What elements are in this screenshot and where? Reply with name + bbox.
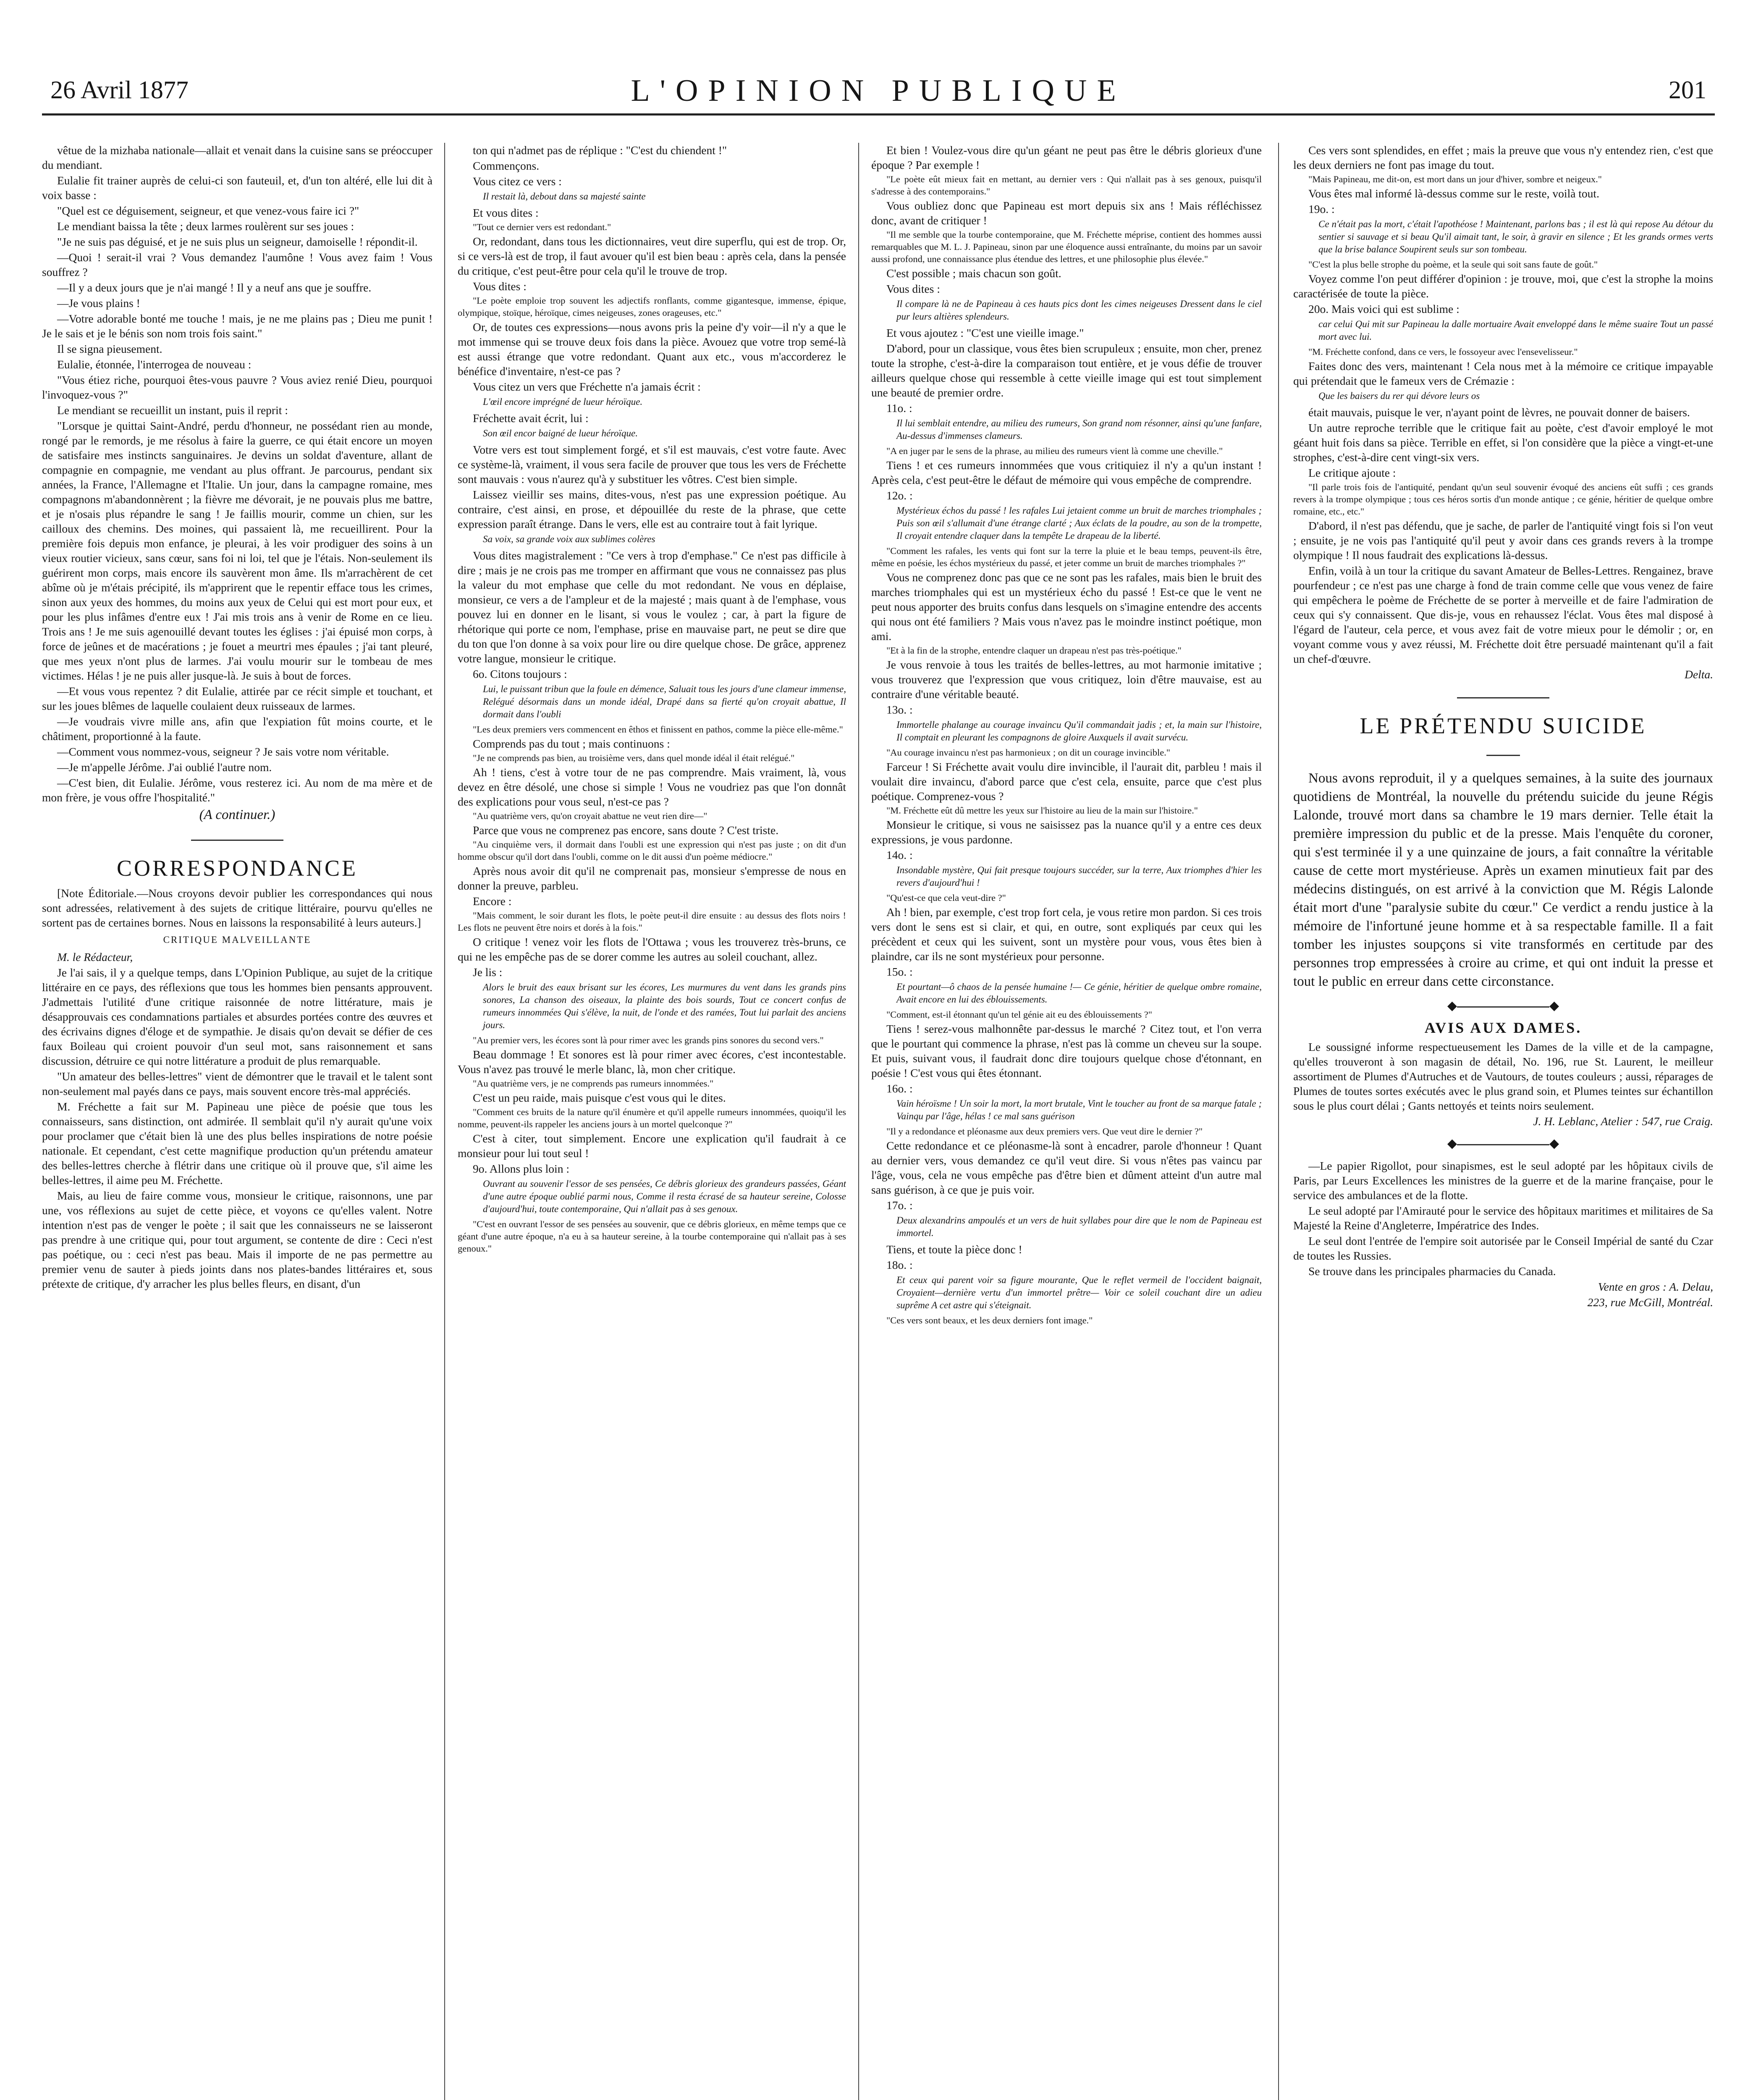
paragraph: "Lorsque je quittai Saint-André, perdu d'honneur, ne possédant rien au monde, rongé par le remords, je me résolus à faire la guerre, ce qui était encore un moyen de satisfaire mes instincts sanguinaires. Je devins un soldat d'aventure, allant de compagnie en compagnie, me vendant au plus offrant. Je parcourus, pendant six années, la France, l'Allemagne et l'Italie. Un jour, dans la campagne romaine, mes compagnons m'abandonnèrent ; la fièvre me dévorait, je ne pouvais plus me battre, et je n'osais plus répandre le sang ! Je faillis mourir, comme un chien, sur les cailloux des chemins. Des moines, qui passaient là, me recueillirent. Pour la première fois depuis mon enfance, je pleurai, à les voir prodiguer des soins à un vieux routier vicieux, sans cœur, sans foi ni loi, tel que je l'étais. Non-seulement ils guérirent mon corps, mais encore ils sauvèrent mon âme. Ils m'arrachèrent de cet abîme où je m'étais précipité, ils m'apprirent que le repentir efface tous les crimes, sinon aux yeux des hommes, du moins aux yeux de Celui qui est mort pour eux, et pour les plus infâmes d'entre eux ! J'ai mis trois ans à venir de Rome en ce lieu. Trois ans ! Je me suis agenouillé devant toutes les églises : j'ai épuisé mon corps, à force de jeûnes et de macérations ; je fouet a meurtri mes épaules ; j'ai tant pleuré, que mes yeux n'ont plus de larmes. J'ai voulu mourir sur le tombeau de mes victimes. Hélas ! je ne puis aller jusque-là. Je suis à bout de forces. [42, 419, 432, 682]
paragraph: C'est possible ; mais chacun son goût. [886, 267, 1061, 280]
section-divider [1293, 747, 1713, 761]
critic-quote: "Ces vers sont beaux, et les deux derniers font image." [886, 1315, 1093, 1326]
paragraph: Vous citez un vers que Fréchette n'a jamais écrit : [473, 380, 701, 393]
paragraph: D'abord, pour un classique, vous êtes bien scrupuleux ; ensuite, mon cher, prenez toute la strophe, c'est-à-dire la comparaison tout entière, et je vous défie de trouver ailleurs quelque chose qui ressemble à cette vieille image qui est tout simplement une beauté de premier ordre. [871, 342, 1262, 399]
critic-quote: "Au quatrième vers, je ne comprends pas rumeurs innommées." [473, 1078, 714, 1089]
paragraph: 6o. Citons toujours : [473, 667, 567, 680]
critic-quote: "C'est la plus belle strophe du poème, et la seule qui soit sans faute de goût." [1308, 259, 1598, 270]
paragraph: Or, redondant, dans tous les dictionnaires, veut dire superflu, qui est de trop. Or, si ce vers-là est de trop, il faut avouer qu'il est bien beau : après cela, dans la pensée du critique, c'est peut-être pour cela qu'il le trouve de trop. [458, 235, 846, 277]
critic-quote: "Je ne comprends pas bien, au troisième vers, dans quel monde idéal il était relégué." [473, 753, 795, 763]
paragraph: Mais, au lieu de faire comme vous, monsieur le critique, raisonnons, une par une, vos réflexions au sujet de cette pièce, et voyons ce qu'elles valent. Notre intention n'est pas de venger le poète ; il sait que les connaisseurs ne se laisseront pas prendre à une critique qui, pour tout argument, se contente de dire : Ceci n'est pas poétique, ou : ceci n'est pas beau. Mais il importe de ne pas permettre au premier venu de sauter à pieds joints dans nos plates-bandes littéraires et, sous prétexte de critique, d'y arracher les plus belles fleurs, en disant, d'un [42, 1189, 432, 1290]
masthead [42, 63, 1715, 116]
critic-quote: "Mais Papineau, me dit-on, est mort dans un jour d'hiver, sombre et neigeux." [1308, 174, 1602, 184]
verse-quote: Immortelle phalange au courage invaincu Qu'il commandait jadis ; et, la main sur l'histoire, Il comptait en pleurant les compagnons de gloire Auxquels il avait survécu. [896, 719, 1262, 743]
column-3 [871, 143, 1262, 2100]
paragraph: Ces vers sont splendides, en effet ; mais la preuve que vous n'y entendez rien, c'est que les deux derniers ne font pas image du tout. [1293, 144, 1713, 171]
paragraph: était mauvais, puisque le ver, n'ayant point de lèvres, ne pouvait donner de baisers. [1308, 406, 1690, 419]
verse-quote: Et ceux qui parent voir sa figure mourante, Que le reflet vermeil de l'occident baignait, Croyaient—dernière vertu d'un immortel prêtre— Voir ce soleil couchant dire un adieu suprême A cet astre qui s'éteignait. [896, 1275, 1262, 1310]
section-title-suicide: LE PRÉTENDU SUICIDE [1360, 713, 1647, 738]
verse-quote: Il restait là, debout dans sa majesté sainte [483, 191, 646, 202]
paragraph: "Vous étiez riche, pourquoi êtes-vous pauvre ? Vous aviez renié Dieu, pourquoi l'invoquez-vous ?" [42, 373, 432, 401]
paragraph: Encore : [473, 895, 512, 908]
critic-quote: "M. Fréchette confond, dans ce vers, le fossoyeur avec l'ensevelisseur." [1308, 346, 1578, 357]
section-title-correspondance: CORRESPONDANCE [116, 856, 358, 881]
verse-quote: Et pourtant—ô chaos de la pensée humaine !— Ce génie, héritier de quelque ombre romaine, Avait encore en lui des éblouissements. [896, 982, 1262, 1005]
signature: Delta. [1685, 668, 1713, 681]
paragraph: Farceur ! Si Fréchette avait voulu dire invincible, il l'aurait dit, parbleu ! mais il voulait dire invaincu, d'abord parce que c'est cela, ensuite, parce que c'est plus poétique. Comprenez-vous ? [871, 760, 1262, 803]
paragraph: 9o. Allons plus loin : [473, 1162, 569, 1175]
page-number: 201 [1669, 76, 1706, 104]
paragraph: —Il y a deux jours que je n'ai mangé ! Il y a neuf ans que je souffre. [57, 281, 372, 294]
verse-quote: Insondable mystère, Qui fait presque toujours succéder, sur la terre, Aux triomphes d'hier les revers d'aujourd'hui ! [896, 865, 1262, 888]
section-divider [42, 832, 432, 846]
critic-quote: "Au premier vers, les écores sont là pour rimer avec les grands pins sonores du second vers." [473, 1035, 824, 1045]
paragraph: Il se signa pieusement. [57, 342, 162, 355]
paragraph: 12o. : [886, 489, 913, 502]
critic-quote: "Il me semble que la tourbe contemporaine, que M. Fréchette méprise, contient des hommes aussi remarquables que M. L. J. Papineau, sinon par une éloquence aussi entraînante, du moins par un savoir aussi profond, une connaissance plus étendue des lettres, et une philosophie plus élevée." [871, 229, 1262, 264]
paragraph: Le mendiant baissa la tête ; deux larmes roulèrent sur ses joues : [57, 220, 354, 233]
paragraph: Après nous avoir dit qu'il ne comprenait pas, monsieur s'empresse de nous en donner la preuve, parbleu. [458, 864, 846, 892]
ad-paragraph: —Le papier Rigollot, pour sinapismes, est le seul adopté par les hôpitaux civils de Paris, par Leurs Excellences les ministres de la guerre et de la marine française, pour le service des ambulances et de la flotte. [1293, 1159, 1713, 1202]
salutation: M. le Rédacteur, [57, 950, 133, 963]
paragraph: Vous êtes mal informé là-dessus comme sur le reste, voilà tout. [1308, 187, 1599, 200]
verse-quote: Il compare là ne de Papineau à ces hauts pics dont les cimes neigeuses Dressent dans le ciel pur leurs altières splendeurs. [896, 299, 1262, 322]
paragraph: Vous dites magistralement : "Ce vers à trop d'emphase." Ce n'est pas difficile à dire ; mais je ne crois pas me tromper en affirmant que vous ne connaissez pas plus la valeur du mot emphase que celle du mot redondant. Ne vous en déplaise, monsieur, ce vers a de l'ampleur et de la majesté ; mais quant à de l'emphase, vous pouvez lui en donner en le lisant, si vous le voulez ; car, à part la figure de rhétorique qui porte ce nom, l'emphase, prise en mauvaise part, ne peut se dire que du ton que l'on donne à sa voix pour lire ou dire quelque chose. De grâce, apprenez votre langue, monsieur le critique. [458, 549, 846, 665]
paragraph: —Je m'appelle Jérôme. J'ai oublié l'autre nom. [57, 761, 272, 774]
paragraph: Commençons. [473, 159, 540, 172]
paragraph: Beau dommage ! Et sonores est là pour rimer avec écores, c'est incontestable. Vous n'avez pas trouvé le merle blanc, là, mon cher critique. [458, 1048, 846, 1076]
paragraph: C'est un peu raide, mais puisque c'est vous qui le dites. [473, 1091, 726, 1104]
column-rule [858, 143, 859, 2100]
paragraph: —Comment vous nommez-vous, seigneur ? Je sais votre nom véritable. [57, 745, 389, 758]
paragraph: Ah ! tiens, c'est à votre tour de ne pas comprendre. Mais vraiment, là, vous devez en être désolé, une chose si simple ! Vous ne voudriez pas que l'on donnât des explications pour vous seul, n'est-ce pas ? [458, 766, 846, 808]
paragraph: M. Fréchette a fait sur M. Papineau une pièce de poésie que tous les connaisseurs, sans distinction, ont admirée. Il semblait qu'il n'y aurait qu'une voix pour proclamer que c'était bien là une des plus belles inspirations de notre poésie nationale. Et cependant, c'est cette magnifique production qu'un prétendu amateur des belles-lettres cherche à flétrir dans une critique où il prouve que, s'il aime les belles-lettres, il aime peu M. Fréchette. [42, 1100, 432, 1186]
paragraph: Tiens ! serez-vous malhonnête par-dessus le marché ? Citez tout, et l'on verra que le pourtant qui commence la phrase, n'est pas là comme un cheveu sur la soupe. Et puis, suivant vous, il faudrait donc dire toujours quelque chose d'étonnant, en poésie ! C'est vous qui êtes étonnant. [871, 1022, 1262, 1079]
paragraph: 17o. : [886, 1199, 913, 1212]
newspaper-title: L'OPINION PUBLIQUE [631, 74, 1126, 108]
paragraph: Comprends pas du tout ; mais continuons : [473, 737, 670, 750]
paragraph: Vous citez ce vers : [473, 175, 562, 188]
critic-quote: "Comment les rafales, les vents qui font sur la terre la pluie et le beau temps, peuvent-ils être, même en poésie, les échos mystérieux du passé, et jeter comme un bruit de marches triomphales ?" [871, 546, 1262, 568]
paragraph: Vous oubliez donc que Papineau est mort depuis six ans ! Mais réfléchissez donc, avant de critiquer ! [871, 199, 1262, 227]
critic-quote: "Le poète emploie trop souvent les adjectifs ronflants, comme gigantesque, immense, épique, olympique, stoïque, héroïque, cimes neigeuses, zones orageuses, etc." [458, 295, 846, 318]
paragraph: "Un amateur des belles-lettres" vient de démontrer que le travail et le talent sont non-seulement mal payés dans ce pays, mais souvent encore très-mal appréciés. [42, 1070, 432, 1097]
verse-quote: Mystérieux échos du passé ! les rafales Lui jetaient comme un bruit de marches triomphales ; Puis son œil s'allumait d'une étrange clarté ; Aux éclats de la poudre, au son de la trompette, Il croyait entendre claquer dans la tempête Le drapeau de la liberté. [896, 505, 1262, 541]
column-rule [1278, 143, 1279, 2100]
paragraph: Vous ne comprenez donc pas que ce ne sont pas les rafales, mais bien le bruit des marches triomphales qui est un mystérieux écho du passé ! Est-ce que le vent ne peut nous apporter des bruits confus dans lesquels on s'imagine entendre des accents qui nous ont été familiers ? Mais vous n'avez pas le moindre instinct poétique, mon ami. [871, 571, 1262, 643]
critic-quote: "Il parle trois fois de l'antiquité, pendant qu'un seul souvenir évoqué des anciens eût suffi ; ces grands revers à la trompe olympique ; tous ces héros sortis d'un monde antique ; ce génie, héritier de quelque ombre romaine, etc., etc." [1293, 482, 1713, 517]
paragraph: ton qui n'admet pas de réplique : "C'est du chiendent !" [473, 144, 727, 157]
paragraph: Votre vers est tout simplement forgé, et s'il est mauvais, c'est votre faute. Avec ce système-là, vraiment, il vous sera facile de prouver que tous les vers de Fréchette sont mauvais : vous n'aurez qu'à y substituer les vôtres. C'est bien simple. [458, 443, 846, 486]
paragraph: Parce que vous ne comprenez pas encore, sans doute ? C'est triste. [473, 824, 779, 837]
paragraph: Tiens, et toute la pièce donc ! [886, 1243, 1022, 1256]
paragraph: Vous dites : [473, 280, 527, 293]
ad-address: 223, rue McGill, Montréal. [1587, 1296, 1713, 1309]
paragraph: 11o. : [886, 402, 912, 415]
to-be-continued: (A continuer.) [199, 807, 275, 822]
paragraph: 14o. : [886, 848, 913, 861]
paragraph: Le critique ajoute : [1308, 466, 1396, 479]
paragraph: —Je voudrais vivre mille ans, afin que l'expiation fût moins courte, et le châtiment, proportionné à la faute. [42, 715, 432, 743]
paragraph: 16o. : [886, 1082, 913, 1095]
paragraph: Faites donc des vers, maintenant ! Cela nous met à la mémoire ce critique impayable qui prétendait que le fameux vers de Crémazie : [1293, 360, 1713, 387]
paragraph: C'est à citer, tout simplement. Encore une explication qu'il faudrait à ce monsieur pour lui tout seul ! [458, 1132, 846, 1160]
critic-quote: "A en juger par le sens de la phrase, au milieu des rumeurs vient là comme une cheville." [886, 446, 1223, 456]
paragraph: Voyez comme l'on peut différer d'opinion : je trouve, moi, que c'est la strophe la moins caractérisée de toute la pièce. [1293, 272, 1713, 300]
critic-quote: "Mais comment, le soir durant les flots, le poète peut-il dire ensuite : au dessus des flots noirs ! Les flots ne peuvent être noirs et dorés à la fois." [458, 910, 846, 933]
verse-quote: Vain héroïsme ! Un soir la mort, la mort brutale, Vint le toucher au front de sa marque fatale ; Vainqu par l'âge, hélas ! ce mal sans guérison [896, 1098, 1262, 1121]
column-1 [42, 143, 432, 2100]
paragraph: 18o. : [886, 1258, 913, 1271]
ad-signature: J. H. Leblanc, Atelier : 547, rue Craig. [1533, 1115, 1713, 1128]
ad-paragraph: Le soussigné informe respectueusement les Dames de la ville et de la campagne, qu'elles trouveront à son magasin de détail, No. 196, rue St. Laurent, le meilleur assortiment de Plumes d'Autruches et de Vautours, de toutes couleurs ; aussi, réparages de Plumes de toutes sortes exécutés avec le plus grand soin, et Plumes teintes sur échantillon sous le plus court délai ; Gants nettoyés et teints noirs seulement. [1293, 1040, 1713, 1112]
paragraph: Enfin, voilà à un tour la critique du savant Amateur de Belles-Lettres. Rengainez, brave pourfendeur ; ce n'est pas une charge à fond de train comme celle que vous venez de faire qui empêchera le poème de Fréchette de se porter à merveille et de faire l'admiration de ceux qui s'y connaissent. Que dis-je, vous en rehaussez l'éclat. Vous êtes mal disposé à l'égard de l'auteur, cela perce, et vous avez fait de votre mieux pour le démolir ; or, en voyant comme vous y avez réussi, M. Fréchette doit être persuadé maintenant qu'il a fait un chef-d'œuvre. [1293, 564, 1713, 665]
paragraph: Ah ! bien, par exemple, c'est trop fort cela, je vous retire mon pardon. Si ces trois vers dont le sens est si clair, et qui, en outre, sont expliqués par ceux qui les précèdent et ceux qui les suivent, sont un mystère pour vous, vous êtes bien à plaindre, car ils ne sont mystérieux pour personne. [871, 906, 1262, 963]
critic-quote: "Au cinquième vers, il dormait dans l'oubli est une expression qui n'est pas juste ; on dit d'un homme obscur qu'il dort dans l'oubli, comme on le dit aussi d'un poème médiocre." [458, 839, 846, 862]
paragraph: O critique ! venez voir les flots de l'Ottawa ; vous les trouverez très-bruns, ce qui ne les empêche pas de se dorer comme les autres au soleil couchant, allez. [458, 935, 846, 963]
paragraph: D'abord, il n'est pas défendu, que je sache, de parler de l'antiquité vingt fois si l'on veut ; ensuite, je ne vois pas l'antiquité qu'il peut y avoir dans ces grands revers à la trompe olympique ! Il nous faudrait des explications là-dessus. [1293, 519, 1713, 562]
ad-paragraph: Le seul adopté par l'Amirauté pour le service des hôpitaux maritimes et militaires de Sa Majesté la Reine d'Angleterre, Impératrice des Indes. [1293, 1204, 1713, 1232]
paragraph: Laissez vieillir ses mains, dites-vous, n'est pas une expression poétique. Au contraire, c'est ainsi, en prose, et dépouillée du reste de la phrase, que cette expression paraît étrange. Dans le vers, elle est au contraire tout à fait lyrique. [458, 488, 846, 530]
paragraph: —Et vous vous repentez ? dit Eulalie, attirée par ce récit simple et touchant, et sur les joues blêmes de laquelle coulaient deux ruisseaux de larmes. [42, 685, 432, 712]
ornament-divider: ◆ ◆ [1447, 1137, 1559, 1150]
verse-quote: Il lui semblait entendre, au milieu des rumeurs, Son grand nom résonner, ainsi qu'une fanfare, Au-dessus d'immenses clameurs. [896, 418, 1262, 441]
paragraph: 20o. Mais voici qui est sublime : [1308, 302, 1460, 315]
paragraph: Un autre reproche terrible que le critique fait au poète, c'est d'avoir employé le mot géant huit fois dans sa pièce. Terrible en effet, si l'on considère que la pièce a vingt-et-une strophes, c'est-à-dire cent vingt-six vers. [1293, 421, 1713, 464]
verse-quote: Deux alexandrins ampoulés et un vers de huit syllabes pour dire que le nom de Papineau est immortel. [896, 1215, 1262, 1238]
issue-date: 26 Avril 1877 [50, 76, 189, 104]
paragraph: 19o. : [1308, 202, 1335, 215]
column-2 [458, 143, 846, 2100]
critic-quote: "Au courage invaincu n'est pas harmonieux ; on dit un courage invincible." [886, 747, 1170, 758]
paragraph: Nous avons reproduit, il y a quelques semaines, à la suite des journaux quotidiens de Montréal, la nouvelle du prétendu suicide du jeune Régis Lalonde, trouvé mort dans sa chambre le 19 mars dernier. Telle était la première impression du public et de la presse. Mais l'enquête du coroner, qui s'est terminée il y a une quinzaine de jours, a fait connaître la véritable cause de cette mort mystérieuse. Après un examen minutieux fait par des médecins distingués, on est arrivé à la conviction que M. Régis Lalonde était mort d'une "paralysie subite du cœur." Ce verdict a rendu justice à la mémoire de l'infortuné jeune homme et à sa respectable famille. Il a fait tomber les injustes soupçons si vite transformés en certitude par des personnes trop empressées à croire au crime, et qui ont induit la presse et tout le public en erreur dans cette circonstance. [1293, 771, 1713, 989]
paragraph: Et bien ! Voulez-vous dire qu'un géant ne peut pas être le débris glorieux d'une époque ? Par exemple ! [871, 144, 1262, 171]
paragraph: Je vous renvoie à tous les traités de belles-lettres, au mot harmonie imitative ; vous trouverez que l'expression que vous critiquez, loin d'être mauvaise, est au contraire d'une véritable beauté. [871, 658, 1262, 701]
verse-quote: L'œil encore imprégné de lueur héroïque. [483, 396, 643, 407]
paragraph: Et vous ajoutez : "C'est une vieille image." [886, 326, 1084, 339]
critic-quote: "Le poète eût mieux fait en mettant, au dernier vers : Qui n'allait pas à ses genoux, puisqu'il s'adresse à des contemporains." [871, 174, 1262, 197]
paragraph: —C'est bien, dit Eulalie. Jérôme, vous resterez ici. Au nom de ma mère et de mon frère, je vous offre l'hospitalité." [42, 776, 432, 804]
verse-quote: car celui Qui mit sur Papineau la dalle mortuaire Avait enveloppé dans le même suaire Tout un passé mort avec lui. [1318, 319, 1713, 342]
paragraph: Vous dites : [886, 282, 940, 295]
paragraph: Cette redondance et ce pléonasme-là sont à encadrer, parole d'honneur ! Quant au dernier vers, vous demandez ce qu'il veut dire. Si vous n'êtes pas vaincu par l'âge, vous, cela ne vous empêche pas d'être bien et dûment atteint d'un autre mal sans guérison, à ce que je puis voir. [871, 1139, 1262, 1196]
paragraph: —Votre adorable bonté me touche ! mais, je ne me plains pas ; Dieu me punit ! Je le sais et je le bénis son nom trois fois saint." [42, 312, 432, 340]
paragraph: Or, de toutes ces expressions—nous avons pris la peine d'y voir—il n'y a que le mot immense qui se trouve deux fois dans la pièce. Avouez que votre trop semé-là est aussi étrange que votre redondant. Quant aux etc., vous m'accorderez le bénéfice d'inventaire, n'est-ce pas ? [458, 320, 846, 378]
paragraph: Et vous dites : [473, 206, 539, 219]
paragraph: vêtue de la mizhaba nationale—allait et venait dans la cuisine sans se préoccuper du mendiant. [42, 144, 432, 171]
paragraph: "Je ne suis pas déguisé, et je ne suis plus un seigneur, damoiselle ! répondit-il. [57, 235, 418, 248]
verse-quote: Ce n'était pas la mort, c'était l'apothéose ! Maintenant, parlons bas ; il est là qui repose Au détour du sentier si sauvage et si beau Qu'il aimait tant, le soir, à gravir en silence ; Et les grands ormes verts que la brise balance Soupirent seuls sur son tombeau. [1318, 219, 1713, 255]
critic-quote: "Tout ce dernier vers est redondant." [473, 222, 611, 232]
paragraph: Je lis : [473, 966, 503, 979]
paragraph: "Quel est ce déguisement, seigneur, et que venez-vous faire ici ?" [57, 204, 359, 217]
verse-quote: Son œil encor baigné de lueur héroïque. [483, 428, 638, 438]
ad-title: AVIS AUX DAMES. [1424, 1019, 1582, 1036]
critic-quote: "Comment ces bruits de la nature qu'il énumère et qu'il appelle rumeurs innommées, quoiqu'il les nomme, peuvent-ils rappeler les anciens jours à un mortel quelconque ?" [458, 1107, 846, 1129]
paragraph: —Je vous plains ! [57, 297, 140, 310]
paragraph: Fréchette avait écrit, lui : [473, 412, 589, 425]
critic-quote: "C'est en ouvrant l'essor de ses pensées au souvenir, que ce débris glorieux, en même temps que ce géant d'une autre époque, n'a eu à sa hauteur sereine, à la tourbe contemporaine qui n'allait pas à ses genoux." [458, 1219, 846, 1254]
verse-quote: Ouvrant au souvenir l'essor de ses pensées, Ce débris glorieux des grandeurs passées, Géant d'une autre époque oublié parmi nous, Comme il resta écrasé de sa hauteur sereine, Colosse d'aujourd'hui, toute contemporaine, Qui n'allait pas à ses genoux. [483, 1179, 846, 1214]
paragraph: Eulalie fit trainer auprès de celui-ci son fauteuil, et, d'un ton altéré, elle lui dit à voix basse : [42, 174, 432, 202]
critic-quote: "Les deux premiers vers commencent en êthos et finissent en pathos, comme la pièce elle-même." [473, 724, 843, 735]
ad-signature: Vente en gros : A. Delau, [1598, 1280, 1713, 1293]
critic-quote: "Au quatrième vers, qu'on croyait abattue ne veut rien dire—" [473, 811, 708, 821]
critic-quote: "Comment, est-il étonnant qu'un tel génie ait eu des éblouissements ?" [886, 1009, 1152, 1020]
paragraph: Monsieur le critique, si vous ne saisissez pas la nuance qu'il y a entre ces deux expressions, je vous pardonne. [871, 818, 1262, 846]
section-divider [1293, 689, 1713, 704]
ad-paragraph: Se trouve dans les principales pharmacies du Canada. [1308, 1265, 1556, 1278]
verse-quote: Alors le bruit des eaux brisant sur les écores, Les murmures du vent dans les grands pins sonores, La chanson des oiseaux, la plainte des bois sourds, Tout ce concert confus de rumeurs innommées Qui s'élève, la nuit, de l'onde et des ramées, Tout lui parlait des anciens jours. [483, 982, 846, 1030]
critic-quote: "Il y a redondance et pléonasme aux deux premiers vers. Que veut dire le dernier ?" [886, 1126, 1203, 1137]
verse-quote: Que les baisers du rer qui dévore leurs os [1318, 391, 1480, 401]
paragraph: Le mendiant se recueillit un instant, puis il reprit : [57, 404, 288, 417]
verse-quote: Sa voix, sa grande voix aux sublimes colères [483, 534, 655, 544]
paragraph: 13o. : [886, 703, 913, 716]
paragraph: 15o. : [886, 965, 913, 978]
editorial-note: [Note Éditoriale.—Nous croyons devoir publier les correspondances qui nous sont adressées, relativement à des sujets de critique littéraire, pourvu qu'elles ne sortent pas de certaines bornes. Nous en laissons la responsabilité à leurs auteurs.] [42, 887, 432, 929]
ad-paragraph: Le seul dont l'entrée de l'empire soit autorisée par le Conseil Impérial de santé du Czar de toutes les Russies. [1293, 1234, 1713, 1262]
ornament-divider: ◆ ◆ [1447, 999, 1559, 1013]
paragraph: —Quoi ! serait-il vrai ? Vous demandez l'aumône ! Vous avez faim ! Vous souffrez ? [42, 251, 432, 278]
paragraph: Eulalie, étonnée, l'interrogea de nouveau : [57, 358, 252, 371]
critic-quote: "Qu'est-ce que cela veut-dire ?" [886, 892, 1006, 903]
critic-quote: "Et à la fin de la strophe, entendre claquer un drapeau n'est pas très-poétique." [886, 645, 1182, 656]
paragraph: Tiens ! et ces rumeurs innommées que vous critiquiez il n'y a qu'un instant ! Après cela, c'est peut-être le défaut de mémoire qui vous empêche de comprendre. [871, 459, 1262, 486]
column-4 [1293, 143, 1713, 2100]
verse-quote: Lui, le puissant tribun que la foule en démence, Saluait tous les jours d'une clameur immense, Relégué désormais dans un monde idéal, Drapé dans sa fierté qu'on croyait abattue, Il dormait dans l'oubli [483, 684, 846, 719]
letter-subtitle: CRITIQUE MALVEILLANTE [163, 934, 312, 945]
column-rule [444, 143, 445, 2100]
critic-quote: "M. Fréchette eût dû mettre les yeux sur l'histoire au lieu de la main sur l'histoire." [886, 805, 1198, 816]
paragraph: Je l'ai sais, il y a quelque temps, dans L'Opinion Publique, au sujet de la critique littéraire en ce pays, des réflexions que tous les hommes bien pensants approuvent. J'admettais l'utilité d'une critique raisonnée de notre littérature, mais je désapprouvais ces condamnations partiales et absurdes portées contre des œuvres et des écrivains dignes d'éloge et de sympathie. Je disais qu'on devait se défier de ces faux Boileau qui croient pouvoir d'un seul mot, sans raisonnement et sans discussion, détruire ce qui notre littérature a produit de plus remarquable. [42, 966, 432, 1067]
